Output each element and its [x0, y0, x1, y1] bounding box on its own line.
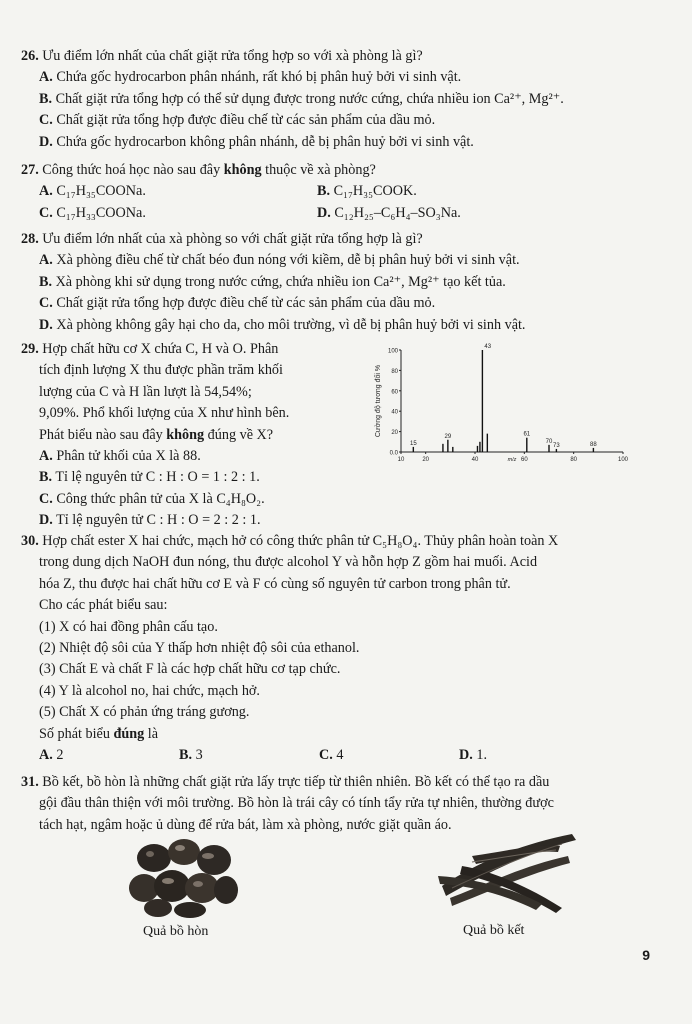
peak-label: 73 [553, 442, 560, 449]
q26-stem: Ưu điểm lớn nhất của chất giặt rửa tổng hợp so với xà phòng là gì? [42, 48, 423, 64]
caption-honey-locust: Quả bồ kết [463, 923, 525, 938]
q28-stem: Ưu điểm lớn nhất của xà phòng so với chất giặt rửa tổng hợp là gì? [42, 231, 423, 247]
q27-option-a[interactable]: A. C₁₇H₃₅COONa. [39, 183, 146, 200]
q31-number: 31. [21, 774, 39, 790]
q26-option-b[interactable]: B. Chất giặt rửa tổng hợp có thể sử dụng được trong nước cứng, chứa nhiều ion Ca²⁺, Mg²⁺. [39, 90, 564, 107]
x-tick-label: 80 [570, 457, 578, 463]
peak-label: 61 [523, 431, 531, 438]
honey-locust-pods-image [432, 826, 582, 918]
peak-label: 88 [590, 441, 597, 448]
q28-number: 28. [21, 231, 39, 247]
y-tick-label: 60 [391, 389, 398, 396]
q28-option-a[interactable]: A. Xà phòng điều chế từ chất béo đun nóng với kiềm, dễ bị phân huỷ bởi vi sinh vật. [39, 252, 520, 269]
q30-option-c[interactable]: C. 4 [319, 747, 344, 764]
q30-statement-5: (5) Chất X có phản ứng tráng gương. [39, 704, 250, 721]
soapberry-image [128, 836, 240, 918]
q28-option-c[interactable]: C. Chất giặt rửa tổng hợp được điều chế từ các sản phẩm của dầu mỏ. [39, 295, 436, 312]
peak-label: 70 [545, 438, 553, 445]
q30-statement-2: (2) Nhiệt độ sôi của Y thấp hơn nhiệt độ sôi của ethanol. [39, 640, 360, 657]
q27-option-c[interactable]: C. C₁₇H₃₃COONa. [39, 204, 146, 221]
x-tick-label: 60 [520, 457, 528, 463]
question-29: 29. Hợp chất hữu cơ X chứa C, H và O. Phân tích định lượng X thu được phần trăm khối lượng của C và H lần lượt là 54,54%; 9,09%. Phổ khối lượng của X như hình bên. Phát biểu nào sau đây không đúng về X? A. Phân tử khối của X là 88. B. Tỉ lệ nguyên tử C : H : O = 1 : 2 : 1. C. Công thức phân tử của X là C₄H₈O₂. D. Tỉ lệ nguyên tử C : H : O = 2 : 2 : 1. [21, 339, 361, 532]
q28-option-b[interactable]: B. Xà phòng khi sử dụng trong nước cứng, chứa nhiều ion Ca²⁺, Mg²⁺ tạo kết tủa. [39, 273, 506, 290]
mass-spectrum-chart [368, 340, 638, 470]
peak-label: 43 [484, 344, 492, 350]
q30-number: 30. [21, 533, 39, 549]
q27-option-d[interactable]: D. C₁₂H₂₅–C₆H₄–SO₃Na. [317, 204, 461, 221]
q30-option-a[interactable]: A. 2 [39, 747, 64, 764]
q26-option-a[interactable]: A. Chứa gốc hydrocarbon phân nhánh, rất khó bị phân huỷ bởi vi sinh vật. [39, 69, 462, 86]
question-30: 30. Hợp chất ester X hai chức, mạch hở có công thức phân tử C₅H₈O₄. Thủy phân hoàn toàn X trong dung dịch NaOH đun nóng, thu được alcohol Y và hỗn hợp Z gồm hai muối. Acid hóa Z, thu được hai chất hữu cơ E và F có cùng số nguyên tử carbon trong phân tử. Cho các phát biểu sau: (1) X có hai đồng phân cấu tạo. (2) Nhiệt độ sôi của Y thấp hơn nhiệt độ sôi của ethanol. (3) Chất E và chất F là các hợp chất hữu cơ tạp chức. (4) Y là alcohol no, hai chức, mạch hở. (5) Chất X có phản ứng tráng gương. Số phát biểu đúng là A. 2 B. 3 C. 4 D. 1. [21, 531, 661, 766]
q30-option-d[interactable]: D. 1. [459, 747, 487, 764]
x-axis-label: m/z [507, 457, 517, 463]
x-tick-label: 100 [617, 457, 629, 463]
q26-option-d[interactable]: D. Chứa gốc hydrocarbon không phân nhánh, dễ bị phân huỷ bởi vi sinh vật. [39, 133, 474, 150]
q27-number: 27. [21, 162, 39, 178]
q30-option-b[interactable]: B. 3 [179, 747, 203, 764]
x-tick-label: 20 [422, 457, 430, 463]
y-tick-label: 40 [391, 409, 398, 416]
q30-statement-3: (3) Chất E và chất F là các hợp chất hữu cơ tạp chức. [39, 661, 341, 678]
page-number: 9 [642, 947, 650, 963]
q27-option-b[interactable]: B. C₁₇H₃₅COOK. [317, 183, 417, 200]
q29-option-c[interactable]: C. Công thức phân tử của X là C₄H₈O₂. [39, 490, 265, 507]
caption-soapberry: Quả bồ hòn [143, 924, 209, 939]
q28-option-d[interactable]: D. Xà phòng không gây hại cho da, cho môi trường, vì dễ bị phân huỷ bởi vi sinh vật. [39, 316, 526, 333]
q30-statement-4: (4) Y là alcohol no, hai chức, mạch hở. [39, 682, 260, 699]
x-tick-label: 10 [397, 457, 405, 463]
y-tick-label: 0.0 [389, 450, 398, 457]
q29-option-a[interactable]: A. Phân tử khối của X là 88. [39, 448, 201, 465]
peak-label: 29 [444, 433, 452, 440]
question-31: 31. Bồ kết, bồ hòn là những chất giặt rửa lấy trực tiếp từ thiên nhiên. Bồ kết có thể tạo ra dầu gội đầu thân thiện với môi trường. Bồ hòn là trái cây có tính tẩy rửa tự nhiên, thường được tách hạt, ngâm hoặc ủ dùng để rửa bát, làm xà phòng, nước giặt quần áo. [21, 774, 554, 833]
question-26 [21, 46, 661, 153]
q29-number: 29. [21, 341, 39, 357]
y-tick-label: 100 [387, 348, 398, 355]
q29-option-d[interactable]: D. Tỉ lệ nguyên tử C : H : O = 2 : 2 : 1. [39, 512, 261, 529]
q30-statement-1: (1) X có hai đồng phân cấu tạo. [39, 618, 218, 635]
question-27: 27. Công thức hoá học nào sau đây không thuộc về xà phòng? A. C₁₇H₃₅COONa. B. C₁₇H₃₅COOK. C. C₁₇H₃₃COONa. D. C₁₂H₂₅–C₆H₄–SO₃Na. [21, 160, 661, 224]
q26-option-c[interactable]: C. Chất giặt rửa tổng hợp được điều chế từ các sản phẩm của dầu mỏ. [39, 112, 436, 129]
q26-number: 26. [21, 48, 39, 64]
q29-option-b[interactable]: B. Tỉ lệ nguyên tử C : H : O = 1 : 2 : 1. [39, 469, 260, 486]
question-28 [21, 229, 661, 336]
y-tick-label: 80 [391, 368, 398, 375]
peak-label: 15 [409, 440, 417, 447]
y-axis-label: Cường độ tương đối % [375, 364, 382, 438]
y-tick-label: 20 [391, 430, 398, 437]
x-tick-label: 40 [471, 457, 479, 463]
